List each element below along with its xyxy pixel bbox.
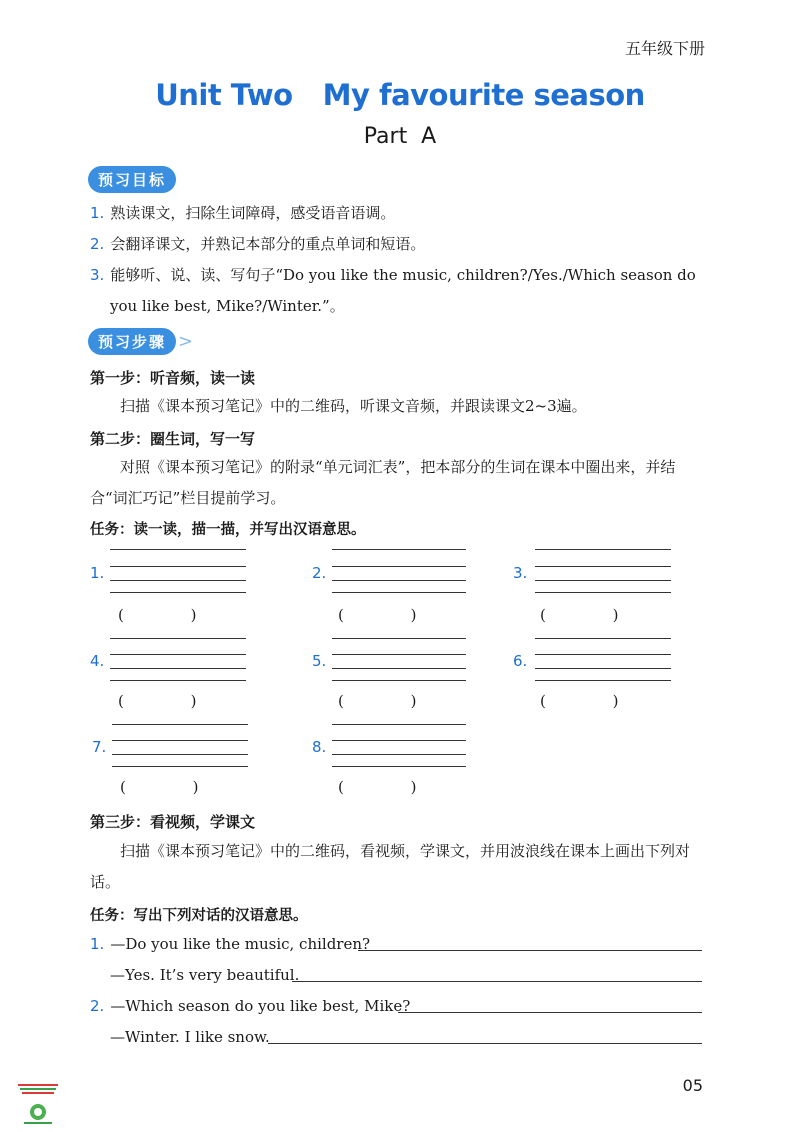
step1-text: 扫描《课本预习笔记》中的二维码，听课文音频，并跟读课文2~3遍。 <box>120 397 587 415</box>
step3-text: 扫描《课本预习笔记》中的二维码，看视频，学课文，并用波浪线在课本上画出下列对话。 <box>90 842 691 891</box>
goal-num: 1. <box>90 204 105 222</box>
vocab-meaning-blank[interactable]: ( ) <box>118 692 197 710</box>
writing-line <box>332 766 466 767</box>
writing-line <box>535 638 671 639</box>
steps-badge: 预习步骤 <box>88 328 176 355</box>
unit-topic: My favourite season <box>322 78 645 112</box>
vocab-num: 7. <box>92 738 107 756</box>
chevron-right-icon: > <box>178 331 194 352</box>
dialogue-1-line-1 <box>90 935 370 953</box>
page-number: 05 <box>682 1076 703 1095</box>
goal-item-1 <box>90 203 395 223</box>
vocab-meaning-blank[interactable]: ( ) <box>120 778 199 796</box>
writing-line <box>332 740 466 741</box>
steps-section-header <box>88 328 193 355</box>
writing-line <box>110 549 246 550</box>
unit-title <box>0 78 800 112</box>
writing-line <box>110 580 246 581</box>
step2-text: 对照《课本预习笔记》的附录“单元词汇表”，把本部分的生词在课本中圈出来，并结合“词汇巧记”栏目提前学习。 <box>90 458 676 507</box>
task2-title: 任务：写出下列对话的汉语意思。 <box>90 908 308 924</box>
goals-badge: 预习目标 <box>88 166 176 193</box>
vocab-meaning-blank[interactable]: ( ) <box>540 606 619 624</box>
vocab-meaning-blank[interactable]: ( ) <box>540 692 619 710</box>
step1-title: 第一步：听音频，读一读 <box>90 369 256 387</box>
writing-line <box>112 740 248 741</box>
vocab-meaning-blank[interactable]: ( ) <box>338 778 417 796</box>
writing-line <box>535 654 671 655</box>
writing-line <box>332 566 466 567</box>
vocab-num: 8. <box>312 738 327 756</box>
goals-section-header <box>88 166 176 193</box>
vocab-meaning-blank[interactable]: ( ) <box>338 692 417 710</box>
writing-line <box>332 754 466 755</box>
dialogue-num: 2. <box>90 997 105 1015</box>
publisher-logo <box>14 1082 62 1126</box>
writing-line <box>332 580 466 581</box>
writing-line <box>112 766 248 767</box>
goal-text: 熟读课文，扫除生词障碍，感受语音语调。 <box>110 204 396 222</box>
goal-item-2 <box>90 234 425 254</box>
writing-line <box>535 668 671 669</box>
writing-line <box>110 638 246 639</box>
writing-line <box>112 754 248 755</box>
vocab-num: 3. <box>513 564 528 582</box>
vocab-meaning-blank[interactable]: ( ) <box>338 606 417 624</box>
writing-line <box>535 566 671 567</box>
translation-line[interactable] <box>292 981 702 982</box>
writing-line <box>332 638 466 639</box>
goal-num: 2. <box>90 235 105 253</box>
dialogue-2-line-1 <box>90 997 410 1015</box>
writing-line <box>535 549 671 550</box>
vocab-num: 6. <box>513 652 528 670</box>
writing-line <box>110 566 246 567</box>
translation-line[interactable] <box>268 1043 702 1044</box>
writing-line <box>332 592 466 593</box>
dialogue-2-line-2: —Winter. I like snow. <box>110 1028 270 1046</box>
goal-text: 能够听、说、读、写句子“Do you like the music, children?/Yes./Which season do <box>110 266 696 284</box>
writing-line <box>332 654 466 655</box>
unit-name: Unit Two <box>155 78 293 112</box>
vocab-num: 1. <box>90 564 105 582</box>
writing-line <box>110 654 246 655</box>
grade-label: 五年级下册 <box>624 39 705 58</box>
writing-line <box>110 668 246 669</box>
writing-line <box>112 724 248 725</box>
dialogue-text: —Which season do you like best, Mike? <box>110 997 411 1015</box>
writing-line <box>535 680 671 681</box>
step2-title: 第二步：圈生词，写一写 <box>90 430 256 448</box>
translation-line[interactable] <box>398 1012 702 1013</box>
dialogue-text: —Do you like the music, children? <box>110 935 371 953</box>
vocab-meaning-blank[interactable]: ( ) <box>118 606 197 624</box>
part-title: Part A <box>363 124 437 149</box>
writing-line <box>535 580 671 581</box>
dialogue-1-line-2: —Yes. It’s very beautiful. <box>110 966 300 984</box>
writing-line <box>110 680 246 681</box>
writing-line <box>332 680 466 681</box>
writing-line <box>332 549 466 550</box>
vocab-num: 2. <box>312 564 327 582</box>
writing-line <box>332 724 466 725</box>
step3-title: 第三步：看视频，学课文 <box>90 813 256 831</box>
translation-line[interactable] <box>358 950 702 951</box>
goal-item-3 <box>90 265 696 285</box>
vocab-num: 5. <box>312 652 327 670</box>
writing-line <box>332 668 466 669</box>
dialogue-num: 1. <box>90 935 105 953</box>
goal-text: 会翻译课文，并熟记本部分的重点单词和短语。 <box>110 235 426 253</box>
writing-line <box>110 592 246 593</box>
goal-num: 3. <box>90 266 105 284</box>
task1-title: 任务：读一读，描一描，并写出汉语意思。 <box>90 522 366 538</box>
goal-item-3-cont: you like best, Mike?/Winter.”。 <box>110 297 345 315</box>
vocab-num: 4. <box>90 652 105 670</box>
writing-line <box>535 592 671 593</box>
